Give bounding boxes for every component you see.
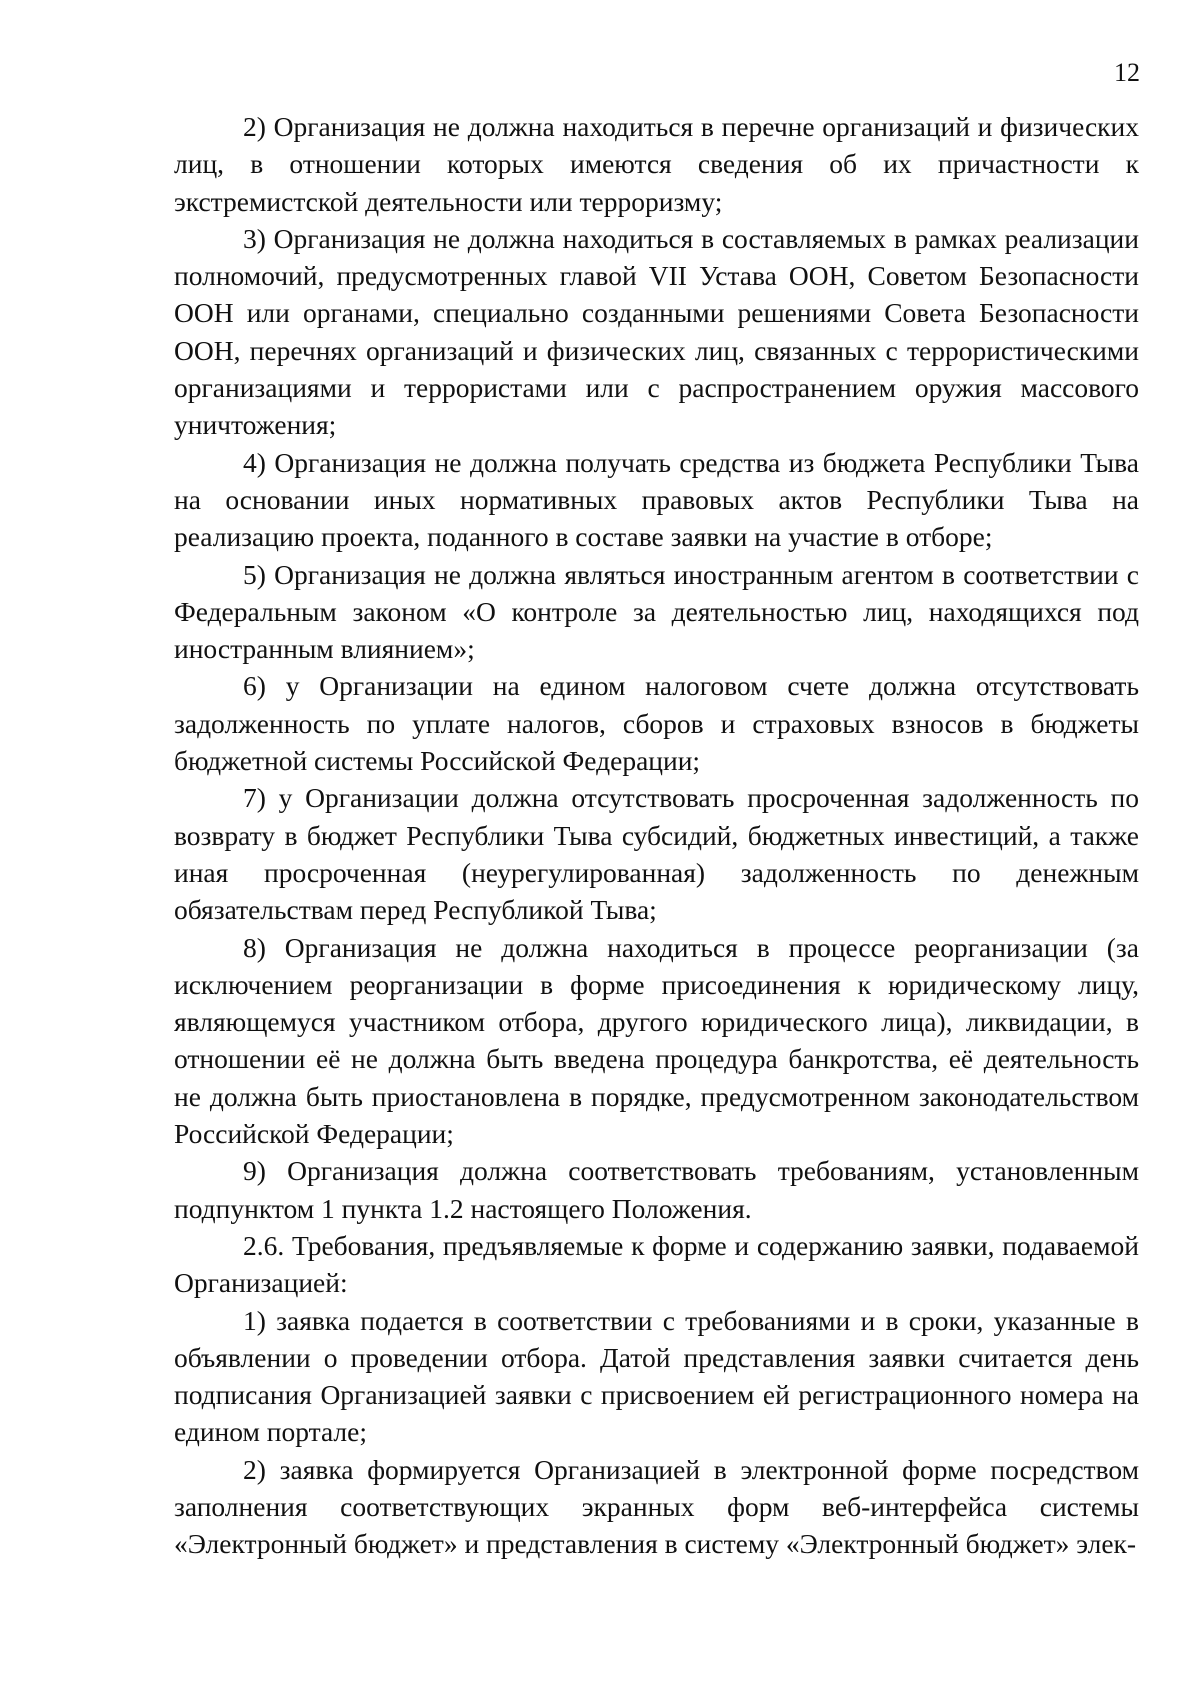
paragraph-item-6: 6) у Организации на едином налоговом счете должна отсутствовать задолженность по уплате налогов, сборов и страховых взносов в бюджеты бюджетной системы Российской Федерации; bbox=[174, 670, 1139, 777]
paragraph-2-6-item-1: 1) заявка подается в соответствии с требованиями и в сроки, указанные в объявлении о проведении отбора. Датой представления заявки считается день подписания Организацией заявки с присвоением ей регистрационного номера на едином портале; bbox=[174, 1304, 1139, 1448]
page-number: 12 bbox=[1114, 58, 1140, 87]
section-2-6-heading: 2.6. Требования, предъявляемые к форме и содержанию заявки, подаваемой Организацией: bbox=[174, 1229, 1139, 1299]
paragraph-item-3: 3) Организация не должна находиться в составляемых в рамках реализации полномочий, предусмотренных главой VII Устава ООН, Советом Безопасности ООН или органами, специально созданными решениями Совета Безопасности ООН, перечнях организаций и физических лиц, связанных с террористическими организациями и террористами или с распространением оружия массового уничтожения; bbox=[174, 222, 1139, 441]
paragraph-2-6-item-2: 2) заявка формируется Организацией в электронной форме посредством заполнения соответствующих экранных форм веб-интерфейса системы «Электронный бюджет» и представления в систему «Электронный бюджет» элек- bbox=[174, 1453, 1139, 1560]
paragraph-item-7: 7) у Организации должна отсутствовать просроченная задолженность по возврату в бюджет Республики Тыва субсидий, бюджетных инвестиций, а также иная просроченная (неурегулированная) задолженность по денежным обязательствам перед Республикой Тыва; bbox=[174, 782, 1139, 926]
paragraph-item-2: 2) Организация не должна находиться в перечне организаций и физических лиц, в отношении которых имеются сведения об их причастности к экстремистской деятельности или терроризму; bbox=[174, 111, 1139, 217]
document-body bbox=[174, 108, 1139, 1563]
paragraph-item-4: 4) Организация не должна получать средства из бюджета Республики Тыва на основании иных нормативных правовых актов Республики Тыва на реализацию проекта, поданного в составе заявки на участие в отборе; bbox=[174, 446, 1139, 553]
paragraph-item-9: 9) Организация должна соответствовать требованиям, установленным подпунктом 1 пункта 1.2 настоящего Положения. bbox=[174, 1155, 1139, 1224]
paragraph-item-8: 8) Организация не должна находиться в процессе реорганизации (за исключением реорганизации в форме присоединения к юридическому лицу, являющемуся участником отбора, другого юридического лица), ликвидации, в отношении её не должна быть введена процедура банкротства, её деятельность не должна быть приостановлена в порядке, предусмотренном законодательством Российской Федерации; bbox=[174, 931, 1139, 1150]
paragraph-item-5: 5) Организация не должна являться иностранным агентом в соответствии с Федеральным законом «О контроле за деятельностью лиц, находящихся под иностранным влиянием»; bbox=[174, 558, 1139, 665]
